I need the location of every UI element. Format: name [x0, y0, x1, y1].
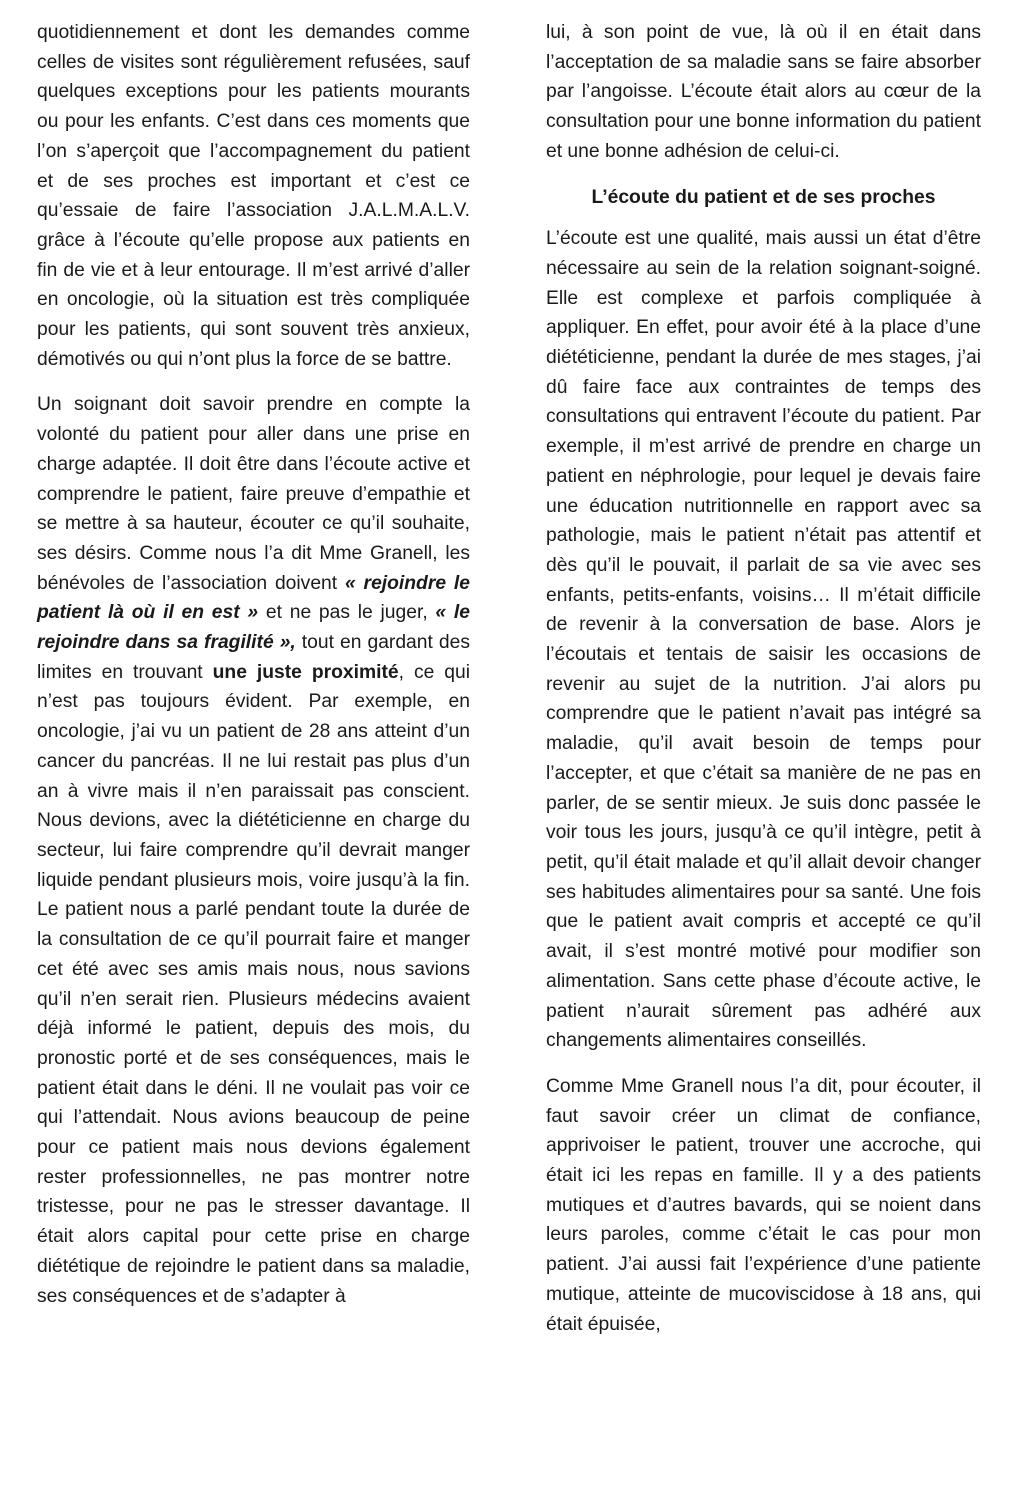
- text-run: Un soignant doit savoir prendre en compte la volonté du patient pour aller dans une prise en charge adaptée. Il doit être dans l’écoute active et comprendre le patient, faire preuve d’empathie et se mettre à sa hauteur, écouter ce qu’il souhaite, ses désirs. Comme nous l’a dit Mme Granell, les bénévoles de l’association doivent: [37, 394, 470, 594]
- text-run: et ne pas le juger,: [258, 602, 436, 624]
- paragraph: Comme Mme Granell nous l’a dit, pour écouter, il faut savoir créer un climat de confiance, apprivoiser le patient, trouver une accroche, qui était ici les repas en famille. Il y a des patients mutiques et d’autres bavards, qui se noient dans leurs paroles, comme c’était le cas pour mon patient. J’ai aussi fait l’expérience d’une patiente mutique, atteinte de mucoviscidose à 18 ans, qui était épuisée,: [546, 1075, 981, 1335]
- paragraph: [37, 390, 470, 1311]
- quote-emphasis: « le rejoindre dans sa fragilité »,: [37, 602, 470, 654]
- section-heading: L’écoute du patient et de ses proches: [591, 186, 936, 208]
- right-column: [546, 18, 981, 1355]
- text-run: tout en gardant des limites en trouvant: [37, 632, 470, 683]
- paragraph: quotidiennement et dont les demandes comme celles de visites sont régulièrement refusées, sauf quelques exceptions pour les patients mourants ou pour les enfants. C’est dans ces moments que l’on s’aperçoit que l’accompagnement du patient et de ses proches est important et c’est ce qu’essaie de faire l’association J.A.L.M.A.L.V. grâce à l’écoute qu’elle propose aux patients en fin de vie et à leur entourage. Il m’est arrivé d’aller en oncologie, où la situation est très compliquée pour les patients, qui sont souvent très anxieux, démotivés ou qui n’ont plus la force de se battre.: [37, 22, 470, 370]
- paragraph: L’écoute est une qualité, mais aussi un état d’être nécessaire au sein de la relation soignant-soigné. Elle est complexe et parfois compliquée à appliquer. En effet, pour avoir été à la place d’une diététicienne, pendant la durée de mes stages, j’ai dû faire face aux contraintes de temps des consultations qui entravent l’écoute du patient. Par exemple, il m’est arrivé de prendre en charge un patient en néphrologie, pour lequel je devais faire une éducation nutritionnelle en rapport avec sa pathologie, mais le patient n’était pas attentif et dès qu’il le pouvait, il parlait de sa vie avec ses enfants, petits-enfants, voisins… Il m’était difficile de revenir à la conversation de base. Alors je l’écoutais et tentais de saisir les occasions de revenir au sujet de la nutrition. J’ai alors pu comprendre que le patient n’avait pas intégré sa maladie, qu’il avait besoin de temps pour l’accepter, et que c’était sa manière de ne pas en parler, de se sentir mieux. Je suis donc passée le voir tous les jours, jusqu’à ce qu’il intègre, petit à petit, qu’il était malade et qu’il allait devoir changer ses habitudes alimentaires pour sa santé. Une fois que le patient avait compris et accepté ce qu’il avait, il s’est montré motivé pour modifier son alimentation. Sans cette phase d’écoute active, le patient n’aurait sûrement pas adhéré aux changements alimentaires conseillés.: [546, 228, 981, 1052]
- quote-emphasis: « rejoindre le patient là où il en est »: [37, 572, 470, 624]
- paragraph: lui, à son point de vue, là où il en était dans l’acceptation de sa maladie sans se faire absorber par l’angoisse. L’écoute était alors au cœur de la consultation pour une bonne information du patient et une bonne adhésion de celui-ci.: [546, 22, 981, 162]
- left-column: [37, 18, 470, 1327]
- text-run: , ce qui n’est pas toujours évident. Par exemple, en oncologie, j’ai vu un patient de 28 ans atteint d’un cancer du pancréas. Il ne lui restait pas plus d’un an à vivre mais il n’en paraissait pas conscient. Nous devions, avec la diététicienne en charge du secteur, lui faire comprendre qu’il devrait manger liquide pendant plusieurs mois, voire jusqu’à la fin. Le patient nous a parlé pendant toute la durée de la consultation de ce qu’il pourrait faire et manger cet été avec ses amis mais nous, nous savions qu’il n’en serait rien. Plusieurs médecins avaient déjà informé le patient, depuis des mois, du pronostic porté et de ses conséquences, mais le patient était dans le déni. Il ne voulait pas voir ce qui l’attendait. Nous avions beaucoup de peine pour ce patient mais nous devions également rester professionnelles, ne pas montrer notre tristesse, pour ne pas le stresser davantage. Il était alors capital pour cette prise en charge diététique de rejoindre le patient dans sa maladie, ses conséquences et de s’adapter à: [37, 661, 471, 1307]
- bold-emphasis: une juste proximité: [212, 661, 399, 683]
